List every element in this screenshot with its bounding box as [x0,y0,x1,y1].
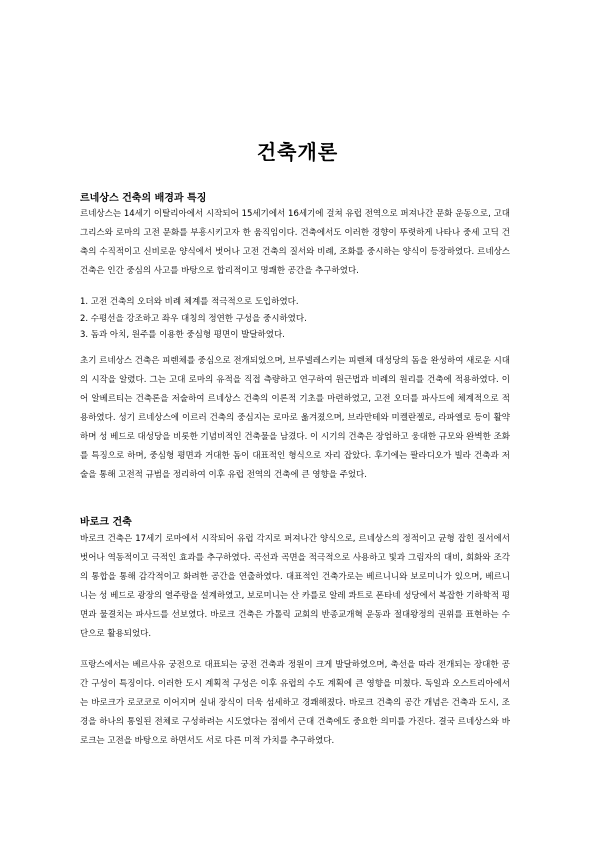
list-item: 3. 돔과 아치, 원주를 이용한 중심형 평면이 발달하였다. [80,330,285,340]
document-title: 건축개론 [256,140,339,164]
body-paragraph-renaissance: 초기 르네상스 건축은 피렌체를 중심으로 전개되었으며, 브루넬레스키는 피렌체 대성당의 돔을 완성하여 새로운 시대의 시작을 알렸다. 그는 고대 로마의 유적을 직접 측량하고 연구하여 원근법과 비례의 원리를 건축에 적용하였다. 이어 알베르티는 건축론을 저술하여 르네상스 건축의 이론적 기초를 마련하였고, 고전 오더를 파사드에 체계적으로 적용하였다. 성기 르네상스에 이르러 건축의 중심지는 로마로 옮겨졌으며, 브라만테와 미켈란젤로, 라파엘로 등이 활약하며 성 베드로 대성당을 비롯한 기념비적인 건축물을 남겼다. 이 시기의 건축은 장엄하고 웅대한 규모와 완벽한 조화를 특징으로 하며, 중심형 평면과 거대한 돔이 대표적인 형식으로 자리 잡았다. 후기에는 팔라디오가 빌라 건축과 저술을 통해 고전적 규범을 정리하여 이후 유럽 전역의 건축에 큰 영향을 주었다. [80,356,510,480]
section-heading-renaissance: 르네상스 건축의 배경과 특징 [80,193,207,204]
section-heading-baroque: 바로크 건축 [80,517,132,528]
body-paragraph-baroque-1: 바로크 건축은 17세기 로마에서 시작되어 유럽 각지로 퍼져나간 양식으로, 르네상스의 정적이고 균형 잡힌 질서에서 벗어나 역동적이고 극적인 효과를 추구하였다. 곡선과 곡면을 적극적으로 사용하고 빛과 그림자의 대비, 회화와 조각의 통합을 통해 감각적이고 화려한 공간을 연출하였다. 대표적인 건축가로는 베르니니와 보로미니가 있으며, 베르니니는 성 베드로 광장의 열주랑을 설계하였고, 보로미니는 산 카를로 알레 콰트로 폰타네 성당에서 복잡한 기하학적 평면과 물결치는 파사드를 선보였다. 바로크 건축은 가톨릭 교회의 반종교개혁 운동과 절대왕정의 권위를 표현하는 수단으로 활용되었다. [80,534,510,639]
body-paragraph-baroque-2: 프랑스에서는 베르사유 궁전으로 대표되는 궁전 건축과 정원이 크게 발달하였으며, 축선을 따라 전개되는 장대한 공간 구성이 특징이다. 이러한 도시 계획적 구성은 이후 유럽의 수도 계획에 큰 영향을 미쳤다. 독일과 오스트리아에서는 바로크가 로코코로 이어지며 실내 장식이 더욱 섬세하고 경쾌해졌다. 바로크 건축의 공간 개념은 건축과 도시, 조경을 하나의 통일된 전체로 구성하려는 시도였다는 점에서 근대 건축에도 중요한 의미를 가진다. 결국 르네상스와 바로크는 고전을 바탕으로 하면서도 서로 다른 미적 가치를 추구하였다. [80,660,510,746]
list-item: 1. 고전 건축의 오더와 비례 체계를 적극적으로 도입하였다. [80,297,299,307]
intro-paragraph: 르네상스는 14세기 이탈리아에서 시작되어 15세기에서 16세기에 걸쳐 유럽 전역으로 퍼져나간 문화 운동으로, 고대 그리스와 로마의 고전 문화를 부흥시키고자 한 움직임이다. 건축에서도 이러한 경향이 뚜렷하게 나타나 중세 고딕 건축의 수직적이고 신비로운 양식에서 벗어나 고전 건축의 질서와 비례, 조화를 중시하는 양식이 등장하였다. 르네상스 건축은 인간 중심의 사고를 바탕으로 합리적이고 명쾌한 공간을 추구하였다. [80,209,510,276]
list-item: 2. 수평선을 강조하고 좌우 대칭의 정연한 구성을 중시하였다. [80,314,307,324]
